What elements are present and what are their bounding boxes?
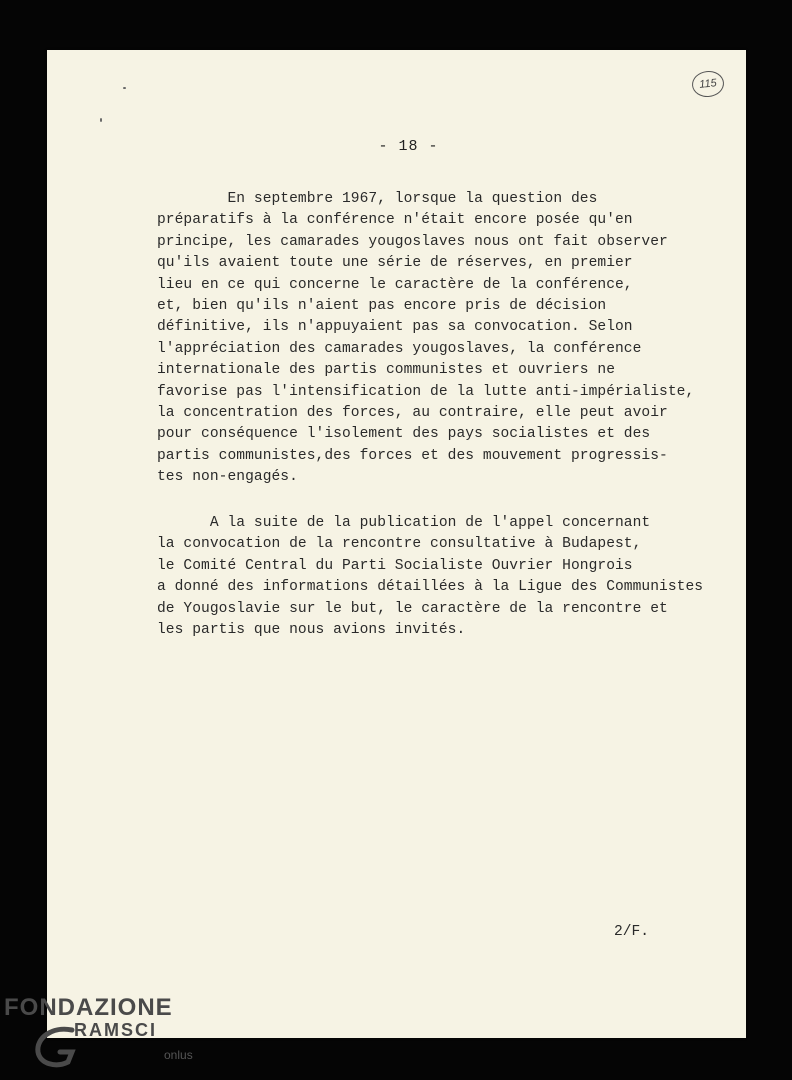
archive-number-stamp: 115 (691, 69, 726, 98)
paragraph-1: En septembre 1967, lorsque la question des préparatifs à la conférence n'était encore posée qu'en principe, les camarades yougoslaves nous ont fait observer qu'ils avaient toute une série de réserves, en premier lieu en ce qui concerne le caractère de la conférence, et, bien qu'ils n'aient pas encore pris de décision définitive, ils n'appuyaient pas sa convocation. Selon l'appréciation des camarades yougoslaves, la conférence internationale des partis communistes et ouvriers ne favorise pas l'intensification de la lutte anti-impérialiste, la concentration des forces, au contraire, elle peut avoir pour conséquence l'isolement des pays socialistes et des partis communistes,des forces et des mouvement progressis- tes non-engagés. (157, 191, 695, 486)
paper-speck (100, 118, 102, 122)
fondazione-gramsci-watermark (4, 994, 204, 1074)
watermark-suffix: onlus (164, 1048, 193, 1062)
paper-speck (123, 87, 126, 89)
paragraph-2: A la suite de la publication de l'appel concernant la convocation de la rencontre consultative à Budapest, le Comité Central du Parti Socialiste Ouvrier Hongrois a donné des informations détaillées à la Ligue des Communistes de Yougoslavie sur le but, le caractère de la rencontre et les partis que nous avions invités. (157, 515, 704, 639)
watermark-line-2: RAMSCI (74, 1020, 157, 1040)
document-page (47, 50, 746, 1038)
watermark-line-1: FONDAZIONE (4, 994, 173, 1021)
footer-reference: 2/F. (614, 924, 650, 940)
page-number: - 18 - (378, 138, 439, 155)
